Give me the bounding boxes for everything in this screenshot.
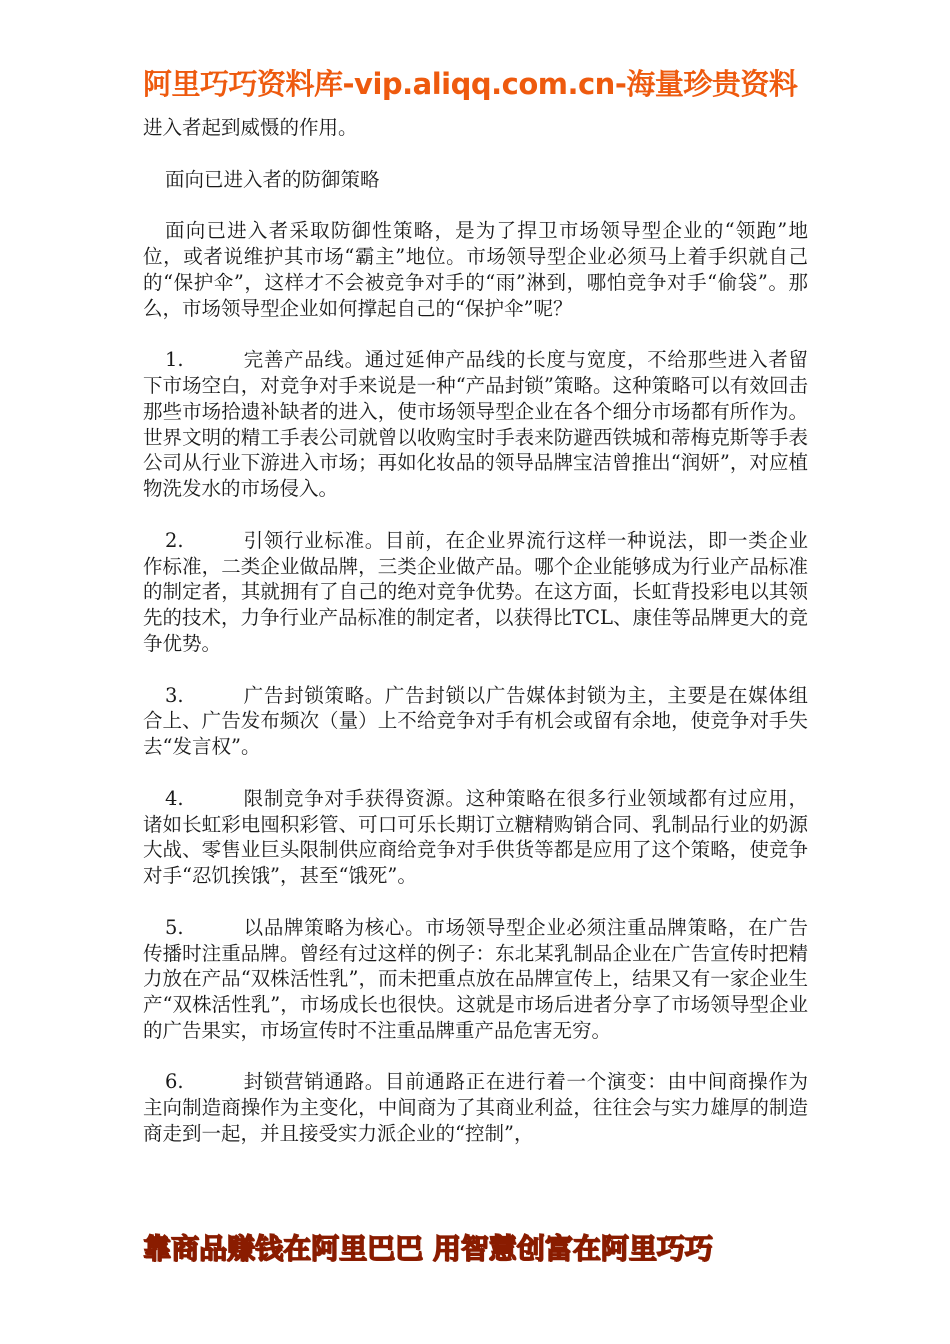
item-text: 引领行业标准。目前，在企业界流行这样一种说法，即一类企业作标准，二类企业做品牌，三类企业做产品。哪个企业能够成为行业产品标准的制定者，其就拥有了自己的绝对竞争优势。在这方面，长虹背投彩电以其领先的技术，力争行业产品标准的制定者，以获得比TCL、康佳等品牌更大的竞争优势。	[143, 528, 808, 655]
list-item	[143, 347, 808, 502]
list-item	[143, 915, 808, 1044]
list-item	[143, 786, 808, 889]
item-number: 1.	[165, 348, 184, 372]
list-item	[143, 528, 808, 657]
header-banner: 阿里巧巧资料库-vip.aliqq.com.cn-海量珍贵资料	[143, 67, 798, 101]
item-number: 2.	[165, 528, 184, 552]
list-item	[143, 683, 808, 760]
intro-tail: 进入者起到威慑的作用。	[143, 116, 358, 139]
item-text: 完善产品线。通过延伸产品线的长度与宽度，不给那些进入者留下市场空白，对竞争对手来说是一种“产品封锁”策略。这种策略可以有效回击那些市场拾遗补缺者的进入，使市场领导型企业在各个细分市场都有所作为。世界文明的精工手表公司就曾以收购宝时手表来防避西铁城和蒂梅克斯等手表公司从行业下游进入市场；再如化妆品的领导品牌宝洁曾推出“润妍”，对应植物洗发水的市场侵入。	[143, 348, 808, 501]
section-title: 面向已进入者的防御策略	[165, 167, 380, 191]
item-number: 3.	[165, 683, 184, 707]
item-number: 5.	[165, 915, 184, 939]
item-text: 以品牌策略为核心。市场领导型企业必须注重品牌策略，在广告传播时注重品牌。曾经有过这样的例子：东北某乳制品企业在广告宣传时把精力放在产品“双株活性乳”，而未把重点放在品牌宣传上，结果又有一家企业生产“双株活性乳”，市场成长也很快。这就是市场后进者分享了市场领导型企业的广告果实，市场宣传时不注重品牌重产品危害无穷。	[143, 915, 808, 1042]
item-text: 封锁营销通路。目前通路正在进行着一个演变：由中间商操作为主向制造商操作为主变化，中间商为了其商业利益，往往会与实力雄厚的制造商走到一起，并且接受实力派企业的“控制”，	[143, 1070, 808, 1146]
footer-banner: 靠商品赚钱在阿里巴巴 用智慧创富在阿里巧巧	[143, 1232, 713, 1265]
item-text: 广告封锁策略。广告封锁以广告媒体封锁为主，主要是在媒体组合上、广告发布频次（量）上不给竞争对手有机会或留有余地，使竞争对手失去“发言权”。	[143, 683, 808, 759]
item-number: 6.	[165, 1070, 184, 1094]
section-intro: 面向已进入者采取防御性策略，是为了捍卫市场领导型企业的“领跑”地位，或者说维护其市场“霸主”地位。市场领导型企业必须马上着手织就自己的“保护伞”，这样才不会被竞争对手的“雨”淋到，哪怕竞争对手“偷袋”。那么，市场领导型企业如何撑起自己的“保护伞”呢？	[143, 219, 808, 320]
list-item	[143, 1069, 808, 1146]
item-text: 限制竞争对手获得资源。这种策略在很多行业领域都有过应用，诸如长虹彩电囤积彩管、可口可乐长期订立糖精购销合同、乳制品行业的奶源大战、零售业巨头限制供应商给竞争对手供货等都是应用了这个策略，使竞争对手“忍饥挨饿”，甚至“饿死”。	[143, 786, 808, 888]
document-body	[143, 115, 808, 1173]
item-number: 4.	[165, 786, 184, 810]
